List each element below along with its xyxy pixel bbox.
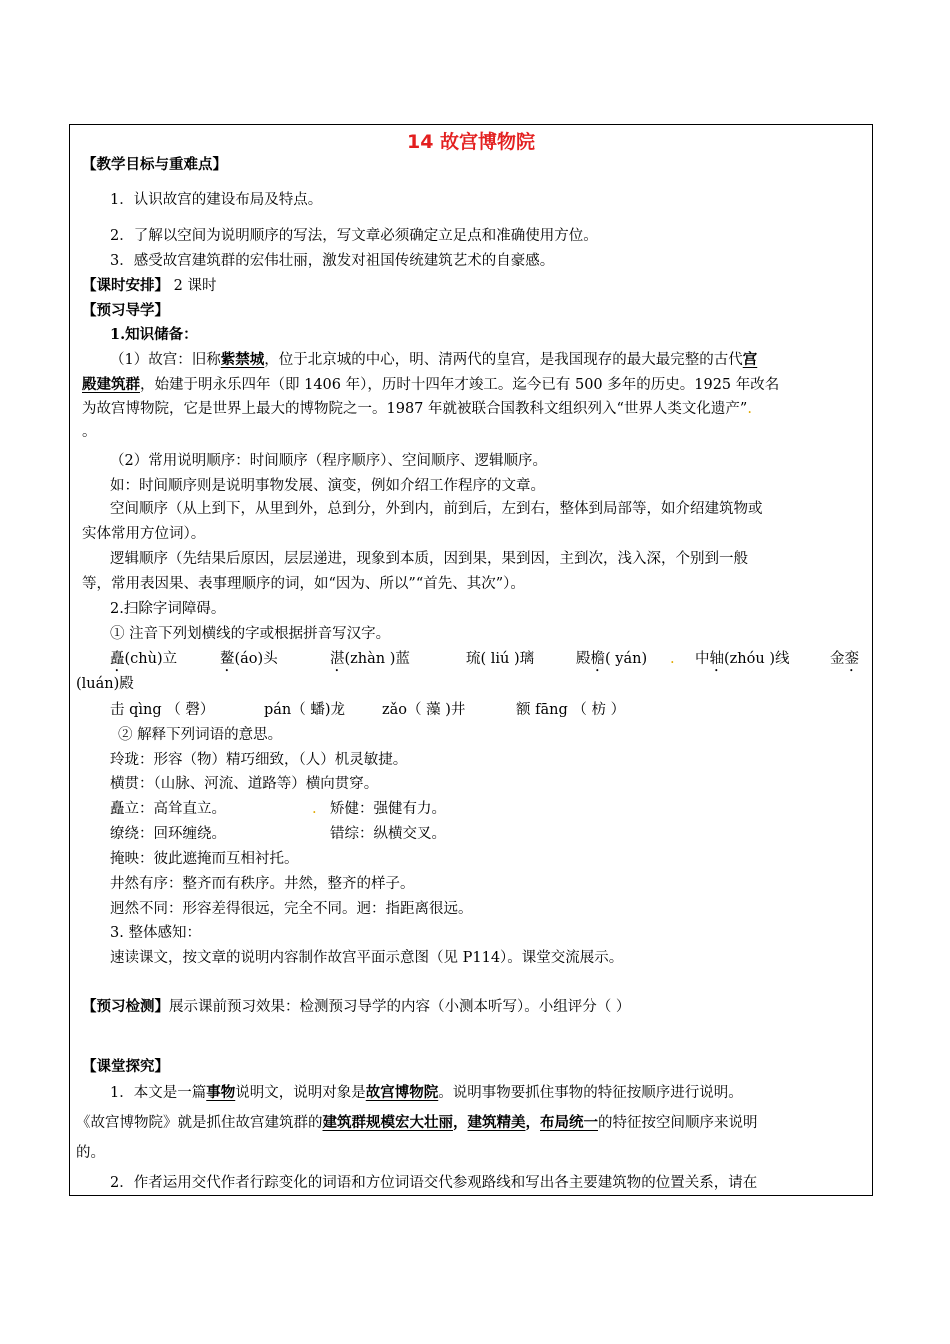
time-order: 如：时间顺序则是说明事物发展、演变，例如介绍工作程序的文章。 [110,478,545,494]
keyword-shiwu: 事物 [206,1084,236,1101]
goal-item-3: 3．感受故宫建筑群的宏伟壮丽，激发对祖国传统建筑艺术的自豪感。 [110,253,555,269]
meaning-item: 错综：纵横交叉。 [330,826,446,842]
pinyin-item [830,649,859,675]
preview-heading: 【预习导学】 [82,302,169,319]
meaning-item: 矗立：高耸直立。 [110,801,226,817]
meaning-item: 矫健：强健有力。 [330,801,446,817]
check-line [82,997,630,1017]
keyword-zijincheng: 紫禁城 [220,351,265,368]
pinyin-item [330,649,410,675]
pinyin-char: 湛 [330,651,345,667]
document-frame [69,124,873,1196]
overall-heading: 3. 整体感知： [110,925,201,941]
keyword-gongdian: 宫 [742,351,758,368]
explore-text: 的特征按空间顺序来说明 [598,1115,758,1131]
pinyin-heading: ① 注音下列划横线的字或根据拼音写汉字。 [110,626,391,642]
meaning-item: 横贯：（山脉、河流、道路等）横向贯穿。 [110,776,379,792]
check-heading: 【预习检测】 [82,998,169,1015]
keyword-feature-3: 布局统一 [540,1114,598,1131]
explore-text: 《故宫博物院》就是抓住故宫建筑群的 [76,1115,323,1131]
space-order-1: 空间顺序（从上到下，从里到外，总到分，外到内，前到后，左到右，整体到局部等，如介绍建筑物或 [110,501,763,517]
explore-line-2 [76,1113,758,1133]
explore-text: 。说明事物要抓住事物的特征按顺序进行说明。 [438,1085,743,1101]
gugong-line-1 [110,350,757,370]
explore-line-1 [110,1083,743,1103]
check-text: 展示课前预习效果：检测预习导学的内容（小测本听写）。小组评分（ ） [169,999,631,1015]
pinyin-item: 额 fāng （ 枋 ） [516,702,626,718]
pinyin-char: 轴 [709,651,724,667]
overall-text: 速读课文，按文章的说明内容制作故宫平面示意图（见 P114）。课堂交流展示。 [110,950,624,966]
pinyin-char: 金 [830,651,845,667]
order-intro: （2）常用说明顺序：时间顺序（程序顺序）、空间顺序、逻辑顺序。 [110,453,547,469]
gugong-line-3 [82,399,752,419]
gugong-text: ，位于北京城的中心，明、清两代的皇宫，是我国现存的最大最完整的古代 [264,352,743,368]
keyword-feature-1: 建筑群规模宏大壮丽 [322,1114,453,1131]
gugong-line-4: 。 [82,424,97,440]
pinyin-item: 击 qìng （ 磬） [110,702,215,718]
explore-line-4: 2．作者运用交代作者行踪变化的词语和方位词语交代参观路线和写出各主要建筑物的位置关系，请在 [110,1175,758,1191]
pinyin-char: 矗 [110,651,125,667]
meaning-item: 缭绕：回环缠绕。 [110,826,226,842]
gugong-text: 为故宫博物院，它是世界上最大的博物院之一。1987 年就被联合国教科文组织列入“世界人类文化遗产” [82,401,748,417]
pinyin-char: 殿 [576,651,591,667]
pinyin-reading: (áo)头 [234,651,278,667]
words-heading: 2.扫除字词障碍。 [110,601,226,617]
pinyin-item [695,649,789,675]
pinyin-reading: ( yán) [605,651,648,667]
explore-heading: 【课堂探究】 [82,1058,169,1075]
meaning-item: 掩映：彼此遮掩而互相衬托。 [110,851,299,867]
highlight-mark: . [670,651,675,667]
pinyin-item [220,649,278,675]
explore-text: ， [453,1114,468,1131]
schedule-line [82,276,216,296]
gugong-line-2 [82,375,779,395]
pinyin-item: (luán)殿 [76,676,134,692]
pinyin-item: zǎo（ 藻 )井 [382,702,466,718]
meaning-item: 迥然不同：形容差得很远，完全不同。迥：指距离很远。 [110,901,473,917]
explore-text: ， [525,1114,540,1131]
goals-heading: 【教学目标与重难点】 [82,156,227,173]
explore-text: 说明文，说明对象是 [235,1085,366,1101]
keyword-feature-2: 建筑精美 [467,1114,526,1131]
meaning-heading: ② 解释下列词语的意思。 [118,727,283,743]
meaning-item: 井然有序：整齐而有秩序。井然，整齐的样子。 [110,876,415,892]
pinyin-item [110,649,177,675]
page-title: 14 故宫博物院 [406,131,536,153]
explore-text: 1．本文是一篇 [110,1085,207,1101]
logic-order-1: 逻辑顺序（先结果后原因，层层递进，现象到本质，因到果，果到因，主到次，浅入深，个别到一般 [110,551,748,567]
pinyin-item [576,649,647,675]
schedule-value: 2 课时 [173,278,217,294]
schedule-heading: 【课时安排】 [82,277,169,294]
gugong-text: ，始建于明永乐四年（即 1406 年），历时十四年才竣工。迄今已有 500 多年的历史。1925 年改名 [140,377,780,393]
space-order-2: 实体常用方位词）。 [82,526,206,542]
pinyin-char: 鳌 [220,651,235,667]
pinyin-item: 琉( liú )璃 [466,651,535,667]
pinyin-item: pán（ 蟠)龙 [264,702,346,718]
meaning-item: 玲珑：形容（物）精巧细致，（人）机灵敏捷。 [110,752,408,768]
pinyin-reading: (zhóu )线 [724,651,790,667]
pinyin-reading: (chù)立 [124,651,178,667]
pinyin-char: 中 [695,651,710,667]
pinyin-char: 檐 [590,651,605,667]
pinyin-reading: (zhàn )蓝 [344,651,410,667]
pinyin-char: 銮 [844,651,859,667]
knowledge-heading: 1.知识储备： [110,326,198,343]
keyword-gugong-bowuyuan: 故宫博物院 [365,1084,439,1101]
highlight-mark: . [747,401,752,417]
logic-order-2: 等，常用表因果、表事理顺序的词，如“因为、所以”“首先、其次”）。 [82,576,525,592]
highlight-mark: . [312,801,317,817]
gugong-text: （1）故宫：旧称 [110,352,221,368]
goal-item-2: 2．了解以空间为说明顺序的写法，写文章必须确定立足点和准确使用方位。 [110,228,598,244]
keyword-gongdian-jianzhuqun: 殿建筑群 [82,376,140,393]
explore-line-3: 的。 [76,1145,105,1161]
goal-item-1: 1．认识故宫的建设布局及特点。 [110,192,323,208]
